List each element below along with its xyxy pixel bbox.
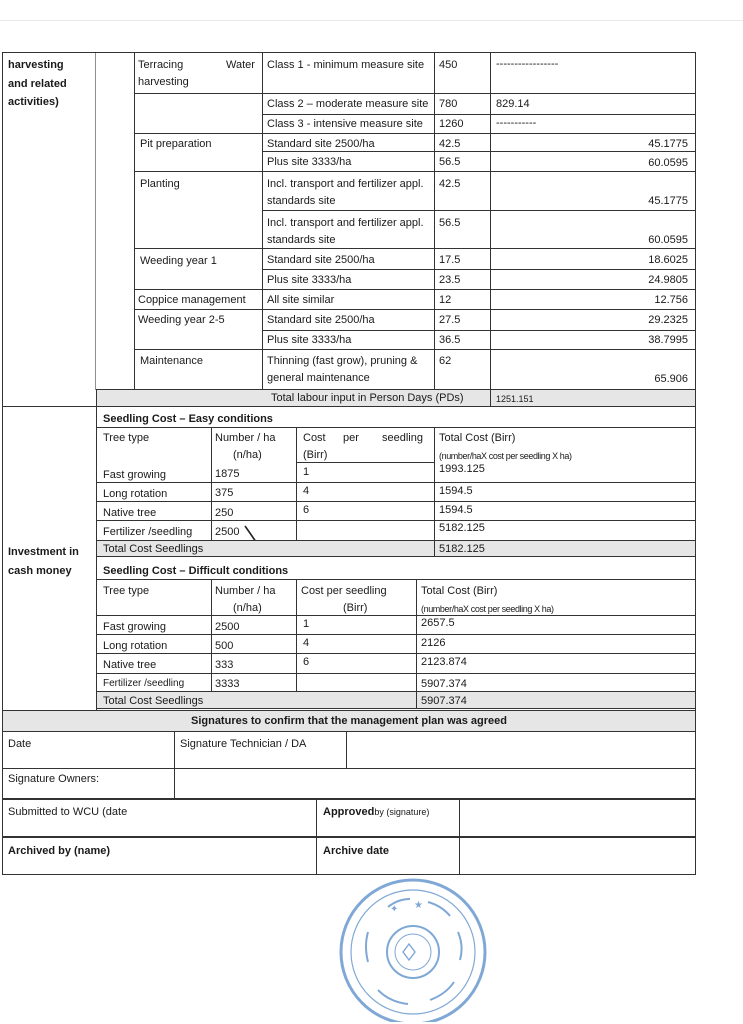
row-line: [262, 330, 695, 331]
easy-total-long: 1594.5: [439, 485, 473, 497]
technician-signature-label: Signature Technician / DA: [180, 738, 307, 750]
easy-header-tree-type: Tree type: [103, 432, 150, 444]
row-line: [262, 269, 695, 270]
easy-header-number: Number / ha: [215, 432, 276, 444]
spec-pit-plus: Plus site 3333/ha: [267, 156, 352, 168]
easy-header-formula: (number/haX cost per seedling X ha): [439, 451, 572, 461]
investment-label-line1: Investment in: [8, 546, 79, 558]
owners-signature-label: Signature Owners:: [8, 773, 100, 785]
difficult-total-fertilizer: 5907.374: [421, 678, 467, 690]
total-class3: -----------: [496, 117, 537, 129]
easy-cost-fast: 1: [303, 466, 310, 478]
activity-maintenance: Maintenance: [140, 355, 203, 367]
sig-row-line: [2, 798, 696, 800]
difficult-number-native: 333: [215, 659, 234, 671]
easy-type-fast: Fast growing: [103, 469, 166, 481]
pd-weeding1-plus: 23.5: [439, 274, 461, 286]
easy-number-fertilizer: 2500: [215, 526, 240, 538]
difficult-title-underline: [96, 579, 696, 580]
easy-number-native: 250: [215, 507, 234, 519]
row-line: [262, 151, 695, 152]
difficult-row-line: [96, 634, 696, 635]
spec-weeding25-standard: Standard site 2500/ha: [267, 314, 375, 326]
easy-header-total-cost: Total Cost (Birr): [439, 432, 516, 444]
difficult-header-total-cost: Total Cost (Birr): [421, 585, 498, 597]
easy-type-long: Long rotation: [103, 488, 168, 500]
difficult-total-long: 2126: [421, 637, 446, 649]
easy-row-line: [296, 462, 435, 463]
row-line: [134, 133, 695, 134]
submitted-label: Submitted to WCU (date: [8, 806, 128, 818]
investment-col-divider: [96, 406, 97, 710]
row-line: [134, 171, 695, 172]
difficult-header-number: Number / ha: [215, 585, 276, 597]
difficult-cost-fast: 1: [303, 618, 310, 630]
investment-label-line2: cash money: [8, 565, 72, 577]
easy-total-divider: [434, 540, 435, 557]
table-border-left: [2, 52, 3, 875]
signatures-heading: Signatures to confirm that the management plan was agreed: [190, 715, 507, 727]
easy-cost-long: 4: [303, 485, 310, 497]
approved-label-text: Approved: [323, 806, 375, 818]
difficult-header-nha: (n/ha): [233, 602, 262, 614]
svg-text:★: ★: [414, 900, 423, 911]
col-divider-3: [262, 52, 263, 390]
difficult-title: Seedling Cost – Difficult conditions: [103, 565, 289, 577]
difficult-col-3: [416, 579, 417, 691]
difficult-total-divider: [416, 691, 417, 709]
col-divider-1: [95, 52, 96, 390]
col-divider-2: [134, 52, 135, 390]
archived-by-label: Archived by (name): [8, 845, 111, 857]
date-label: Date: [8, 738, 32, 750]
activity-harvesting: harvesting: [138, 76, 189, 88]
total-pit-standard: 45.1775: [648, 138, 688, 150]
spec-weeding1-plus: Plus site 3333/ha: [267, 274, 352, 286]
spec-weeding25-plus: Plus site 3333/ha: [267, 334, 352, 346]
total-class2: 829.14: [496, 98, 530, 110]
total-weeding25-standard: 29.2325: [648, 314, 688, 326]
pd-coppice: 12: [439, 294, 452, 306]
pd-weeding25-plus: 36.5: [439, 334, 461, 346]
table-border-top: [2, 52, 696, 53]
easy-row-line: [96, 520, 696, 521]
difficult-type-fast: Fast growing: [103, 621, 166, 633]
pd-weeding25-standard: 27.5: [439, 314, 461, 326]
easy-header-cost: Cost: [303, 432, 326, 444]
pd-planting-2: 56.5: [439, 217, 461, 229]
easy-total-native: 1594.5: [439, 504, 473, 516]
pd-class3: 1260: [439, 118, 464, 130]
row-line: [134, 289, 695, 290]
pd-class1: 450: [439, 59, 458, 71]
row-line: [134, 93, 695, 94]
pd-pit-standard: 42.5: [439, 138, 461, 150]
total-weeding25-plus: 38.7995: [648, 334, 688, 346]
section-divider: [2, 406, 696, 407]
difficult-type-fertilizer: Fertilizer /seedling: [103, 678, 185, 689]
difficult-total-value: 5907.374: [421, 695, 467, 707]
sig-row-line: [2, 768, 696, 769]
easy-total-fast: 1993.125: [439, 463, 485, 475]
difficult-type-long: Long rotation: [103, 640, 168, 652]
scan-edge-line: [0, 20, 743, 21]
difficult-row-line: [96, 673, 696, 674]
easy-header-per: per: [343, 432, 359, 444]
official-seal-stamp-icon: [318, 872, 496, 1022]
spec-class2: Class 2 – moderate measure site: [267, 98, 429, 110]
easy-header-nha: (n/ha): [233, 449, 262, 461]
total-labour-value: 1251.151: [496, 394, 534, 404]
spec-planting-2b: standards site: [267, 234, 336, 246]
difficult-total-fast: 2657.5: [421, 617, 455, 629]
pd-class2: 780: [439, 98, 458, 110]
total-weeding1-standard: 18.6025: [648, 254, 688, 266]
col-divider-4: [434, 52, 435, 390]
activity-weeding-year2-5: Weeding year 2-5: [138, 314, 225, 326]
table-border-right: [695, 52, 696, 875]
pd-maintenance: 62: [439, 355, 452, 367]
section-label-line3: activities): [8, 96, 59, 108]
col-divider-5: [490, 52, 491, 390]
difficult-number-long: 500: [215, 640, 234, 652]
spec-maintenance-a: Thinning (fast grow), pruning &: [267, 355, 418, 367]
difficult-total-label: Total Cost Seedlings: [103, 695, 204, 707]
difficult-header-birr: (Birr): [343, 602, 368, 614]
easy-title: Seedling Cost – Easy conditions: [103, 413, 273, 425]
pd-pit-plus: 56.5: [439, 156, 461, 168]
activity-weeding-year1: Weeding year 1: [140, 255, 217, 267]
difficult-cost-long: 4: [303, 637, 310, 649]
row-line: [262, 114, 695, 115]
difficult-col-2: [296, 579, 297, 691]
easy-header-seedling: seedling: [382, 432, 423, 444]
easy-col-2: [296, 427, 297, 540]
spec-planting-2a: Incl. transport and fertilizer appl.: [267, 217, 424, 229]
difficult-number-fertilizer: 3333: [215, 678, 240, 690]
easy-row-line: [96, 482, 696, 483]
spec-pit-standard: Standard site 2500/ha: [267, 138, 375, 150]
row-line: [134, 349, 695, 350]
activity-coppice: Coppice management: [138, 294, 246, 306]
total-labour-divider: [490, 389, 491, 407]
difficult-cost-native: 6: [303, 656, 310, 668]
section-label-line1: harvesting: [8, 59, 64, 71]
section-label-line2: and related: [8, 78, 67, 90]
total-class1: -----------------: [496, 58, 559, 70]
total-weeding1-plus: 24.9805: [648, 274, 688, 286]
sig-col-divider-2: [346, 732, 347, 768]
spec-planting-1b: standards site: [267, 195, 336, 207]
spec-maintenance-b: general maintenance: [267, 372, 370, 384]
total-planting-1: 45.1775: [648, 195, 688, 207]
spec-class1: Class 1 - minimum measure site: [267, 59, 425, 71]
row-line: [262, 210, 695, 211]
easy-total-fertilizer: 5182.125: [439, 522, 485, 534]
pd-weeding1-standard: 17.5: [439, 254, 461, 266]
easy-total-label: Total Cost Seedlings: [103, 543, 204, 555]
spec-planting-1a: Incl. transport and fertilizer appl.: [267, 178, 424, 190]
activity-planting: Planting: [140, 178, 180, 190]
approved-sub-label: by (signature): [374, 807, 430, 817]
approved-label: [323, 805, 429, 819]
easy-col-3: [434, 427, 435, 540]
activity-terracing: Terracing: [138, 59, 184, 71]
difficult-header-formula: (number/haX cost per seedling X ha): [421, 604, 554, 614]
archive-date-label: Archive date: [323, 845, 390, 857]
easy-number-fast: 1875: [215, 468, 240, 480]
difficult-number-fast: 2500: [215, 621, 240, 633]
total-planting-2: 60.0595: [648, 234, 688, 246]
easy-total-value: 5182.125: [439, 543, 485, 555]
easy-cost-native: 6: [303, 504, 310, 516]
difficult-col-1: [211, 579, 212, 691]
row-line: [134, 248, 695, 249]
easy-type-fertilizer: Fertilizer /seedling: [103, 526, 193, 538]
total-pit-plus: 60.0595: [648, 157, 688, 169]
easy-col-1: [211, 427, 212, 540]
difficult-row-line: [96, 615, 696, 616]
spec-weeding1-standard: Standard site 2500/ha: [267, 254, 375, 266]
activity-water: Water: [226, 59, 255, 71]
difficult-row-line: [96, 653, 696, 654]
activity-pit-preparation: Pit preparation: [140, 138, 212, 150]
easy-header-birr: (Birr): [303, 449, 328, 461]
pd-planting-1: 42.5: [439, 178, 461, 190]
difficult-header-cost-per-seedling: Cost per seedling: [301, 585, 387, 597]
easy-number-long: 375: [215, 487, 234, 499]
spec-class3: Class 3 - intensive measure site: [267, 118, 423, 130]
easy-type-native: Native tree: [103, 507, 157, 519]
difficult-header-tree-type: Tree type: [103, 585, 150, 597]
spec-coppice: All site similar: [267, 294, 335, 306]
sig-row-line: [2, 836, 696, 838]
difficult-total-native: 2123.874: [421, 656, 467, 668]
total-coppice: 12.756: [654, 294, 688, 306]
easy-row-line: [96, 501, 696, 502]
sig-col-divider: [174, 732, 175, 798]
total-labour-label: Total labour input in Person Days (PDs): [271, 392, 464, 404]
difficult-type-native: Native tree: [103, 659, 157, 671]
row-line: [134, 309, 695, 310]
svg-text:✦: ✦: [390, 904, 399, 915]
easy-title-underline: [96, 427, 696, 428]
total-maintenance: 65.906: [654, 373, 688, 385]
